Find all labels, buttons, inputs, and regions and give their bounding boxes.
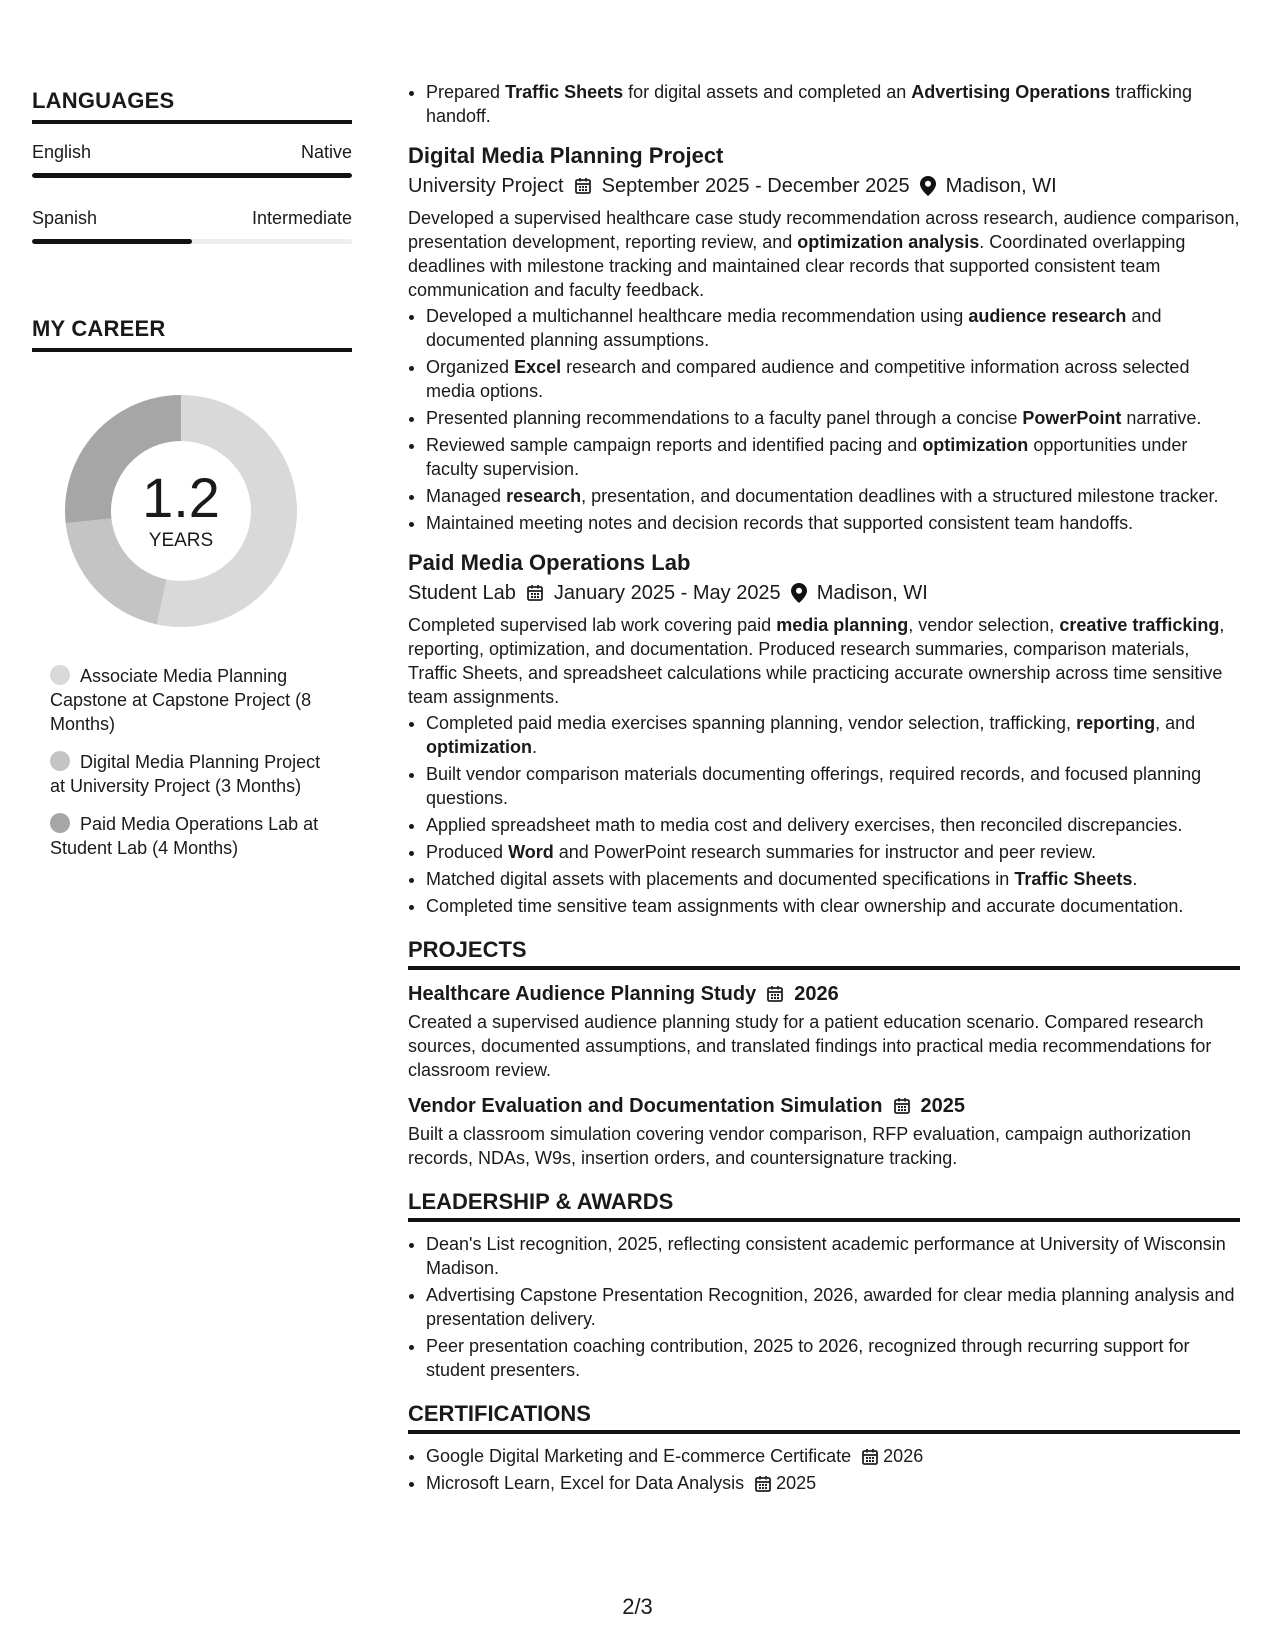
legend-label: Associate Media Planning Capstone at Capstone Project (8 Months) — [50, 666, 312, 734]
leadership-list — [408, 1232, 1240, 1382]
language-row — [32, 142, 352, 163]
calendar-icon — [766, 985, 784, 1003]
language-level: Native — [300, 142, 352, 162]
text-run: Organized — [426, 357, 515, 377]
donut-center — [56, 386, 306, 636]
location-pin-icon — [791, 583, 807, 603]
list-item — [426, 813, 1240, 837]
right-column — [408, 80, 1240, 1498]
text-run: reporting — [1076, 713, 1156, 733]
text-run: Developed a multichannel healthcare media recommendation using — [426, 306, 969, 326]
language-level-bar — [32, 239, 352, 244]
calendar-icon — [526, 584, 544, 602]
language-row — [32, 208, 352, 229]
language-level-fill — [32, 173, 352, 178]
list-item — [426, 840, 1240, 864]
project-title: Healthcare Audience Planning Study — [408, 983, 757, 1005]
text-run: research — [506, 486, 582, 506]
job-title: Digital Media Planning Project — [408, 143, 724, 168]
calendar-icon — [893, 1097, 911, 1115]
text-run: Managed — [426, 486, 507, 506]
list-item — [426, 80, 1240, 128]
text-run: optimization analysis — [797, 232, 980, 252]
text-run: opportunities under faculty supervision. — [426, 435, 1188, 479]
language-item — [32, 142, 352, 178]
text-run: Presented planning recommendations to a faculty panel through a concise — [426, 408, 1023, 428]
job-dates: January 2025 - May 2025 — [553, 582, 781, 604]
experience-entry — [408, 142, 1240, 535]
text-run: . Coordinated overlapping deadlines with milestone tracking and maintained clear records that supported consistent team communication and faculty feedback. — [408, 232, 1186, 300]
job-description — [408, 206, 1240, 302]
career-title: MY CAREER — [32, 316, 352, 352]
career-total-value: 1.2 — [142, 466, 220, 529]
certifications-title: CERTIFICATIONS — [408, 1402, 1240, 1434]
text-run: optimization — [922, 435, 1029, 455]
job-location: Madison, WI — [945, 175, 1057, 197]
text-run: optimization — [426, 737, 532, 757]
list-item — [426, 406, 1240, 430]
calendar-icon — [861, 1448, 879, 1466]
list-item — [426, 511, 1240, 535]
text-run: Completed paid media exercises spanning planning, vendor selection, trafficking, — [426, 713, 1077, 733]
list-item — [426, 304, 1240, 352]
text-run: audience research — [968, 306, 1127, 326]
career-section — [32, 316, 352, 860]
left-column — [32, 88, 352, 874]
text-run: Prepared — [426, 82, 506, 102]
language-item — [32, 208, 352, 244]
text-run: , vendor selection, — [908, 615, 1060, 635]
career-legend — [50, 664, 352, 860]
text-run: Traffic Sheets — [1014, 869, 1133, 889]
top-bullet-list — [408, 80, 1240, 128]
text-run: creative trafficking — [1059, 615, 1220, 635]
list-item — [426, 484, 1240, 508]
text-run: Applied spreadsheet math to media cost and delivery exercises, then reconciled discrepancies. — [426, 815, 1183, 835]
experience-entry — [408, 549, 1240, 918]
text-run: Completed supervised lab work covering paid — [408, 615, 777, 635]
list-item — [426, 894, 1240, 918]
text-run: Developed a supervised healthcare case study recommendation across research, audience comparison, presentation development, reporting review, and — [408, 208, 1240, 252]
job-dates: September 2025 - December 2025 — [601, 175, 910, 197]
text-run: , presentation, and documentation deadlines with a structured milestone tracker. — [581, 486, 1219, 506]
text-run: media planning — [776, 615, 909, 635]
text-run: Maintained meeting notes and decision records that supported consistent team handoffs. — [426, 513, 1134, 533]
text-run: Excel — [514, 357, 562, 377]
text-run: research and compared audience and competitive information across selected media options. — [426, 357, 1190, 401]
project-entry — [408, 982, 1240, 1082]
projects-list — [408, 982, 1240, 1170]
list-item — [426, 355, 1240, 403]
text-run: trafficking handoff. — [426, 82, 1193, 126]
project-description: Built a classroom simulation covering vendor comparison, RFP evaluation, campaign authorization records, NDAs, W9s, insertion orders, and countersignature tracking. — [408, 1124, 1192, 1168]
project-year: 2025 — [920, 1095, 965, 1117]
project-title-row — [408, 982, 1240, 1006]
certification-name: Microsoft Learn, Excel for Data Analysis — [426, 1473, 745, 1493]
language-level-fill — [32, 239, 192, 244]
list-item: • Dean's List recognition, 2025, reflecting consistent academic performance at University of Wisconsin Madison. — [426, 1232, 1240, 1280]
certification-item — [426, 1444, 1240, 1468]
job-meta — [408, 174, 1240, 198]
text-run: Matched digital assets with placements and documented specifications in — [426, 869, 1015, 889]
list-item: • Advertising Capstone Presentation Recognition, 2026, awarded for clear media planning analysis and presentation delivery. — [426, 1283, 1240, 1331]
legend-item — [50, 750, 330, 798]
language-level-bar — [32, 173, 352, 178]
job-description — [408, 613, 1240, 709]
calendar-icon — [754, 1475, 772, 1493]
career-total-unit: YEARS — [148, 530, 214, 551]
language-name: Spanish — [32, 208, 98, 228]
project-description: Created a supervised audience planning study for a patient education scenario. Compared research sources, documented assumptions, and translated findings into practical media recommendations for classroom review. — [408, 1012, 1212, 1080]
list-item — [426, 867, 1240, 891]
language-name: English — [32, 142, 92, 162]
job-org: Student Lab — [408, 582, 516, 604]
legend-label: Paid Media Operations Lab at Student Lab (4 Months) — [50, 814, 319, 858]
page-number: 2/3 — [622, 1594, 653, 1619]
experience-list — [408, 142, 1240, 918]
text-run: narrative. — [1121, 408, 1202, 428]
certification-name: Google Digital Marketing and E-commerce Certificate — [426, 1446, 852, 1466]
job-org: University Project — [408, 175, 564, 197]
legend-dot — [50, 665, 70, 685]
project-title-row — [408, 1094, 1240, 1118]
text-run: Built vendor comparison materials documenting offerings, required records, and focused planning questions. — [426, 764, 1202, 808]
job-bullets — [408, 304, 1240, 535]
text-run: . — [1132, 869, 1138, 889]
text-run: Produced — [426, 842, 509, 862]
job-title: Paid Media Operations Lab — [408, 550, 691, 575]
legend-item — [50, 664, 330, 736]
calendar-icon — [574, 177, 592, 195]
text-run: , reporting, optimization, and documentation. Produced research summaries, comparison materials, Traffic Sheets, and spreadsheet calculations while practicing accurate ownership across time sensitive team assignments. — [408, 615, 1225, 707]
certification-year: 2025 — [776, 1473, 817, 1493]
project-year: 2026 — [794, 983, 839, 1005]
list-item — [426, 711, 1240, 759]
text-run: . — [532, 737, 538, 757]
language-level: Intermediate — [251, 208, 352, 228]
list-item — [426, 433, 1240, 481]
projects-title: PROJECTS — [408, 938, 1240, 970]
job-meta — [408, 581, 1240, 605]
list-item: • Peer presentation coaching contribution, 2025 to 2026, recognized through recurring support for student presenters. — [426, 1334, 1240, 1382]
certification-year: 2026 — [883, 1446, 924, 1466]
job-bullets — [408, 711, 1240, 918]
legend-label: Digital Media Planning Project at University Project (3 Months) — [50, 752, 321, 796]
leadership-title: LEADERSHIP & AWARDS — [408, 1190, 1240, 1222]
text-run: Completed time sensitive team assignments with clear ownership and accurate documentation. — [426, 896, 1184, 916]
text-run: Advertising Operations — [911, 82, 1111, 102]
text-run: Word — [508, 842, 554, 862]
project-title: Vendor Evaluation and Documentation Simulation — [408, 1095, 883, 1117]
text-run: for digital assets and completed an — [623, 82, 912, 102]
text-run: Reviewed sample campaign reports and identified pacing and — [426, 435, 923, 455]
certifications-list — [408, 1444, 1240, 1495]
text-run: and PowerPoint research summaries for instructor and peer review. — [553, 842, 1096, 862]
certification-item — [426, 1471, 1240, 1495]
legend-dot — [50, 813, 70, 833]
text-run: Traffic Sheets — [505, 82, 624, 102]
text-run: and documented planning assumptions. — [426, 306, 1162, 350]
list-item — [426, 762, 1240, 810]
languages-list — [32, 142, 352, 244]
text-run: PowerPoint — [1022, 408, 1122, 428]
location-pin-icon — [920, 176, 936, 196]
legend-item — [50, 812, 330, 860]
languages-title: LANGUAGES — [32, 88, 352, 124]
project-entry — [408, 1094, 1240, 1170]
job-location: Madison, WI — [816, 582, 928, 604]
career-donut-chart — [56, 386, 306, 636]
legend-dot — [50, 751, 70, 771]
text-run: , and — [1155, 713, 1196, 733]
